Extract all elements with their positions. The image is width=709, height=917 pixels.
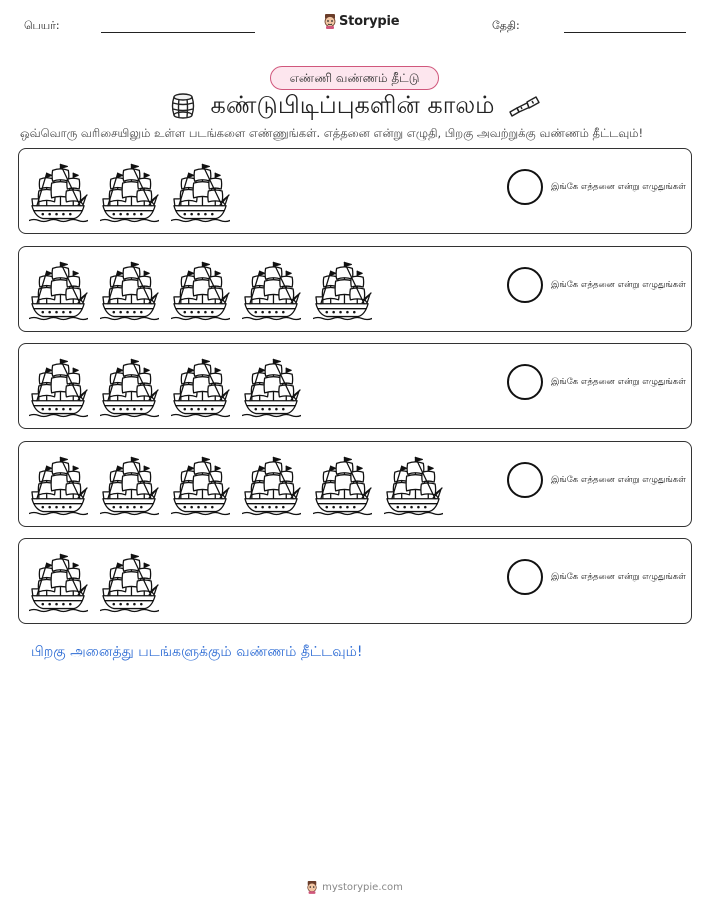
- instructions-text: ஒவ்வொரு வரிசையிலும் உள்ள படங்களை எண்ணுங்கள். எத்தனை என்று எழுதி, பிறகு அவற்றுக்கு வண்ணம் தீட்டவும்!: [20, 126, 644, 140]
- ship-icon: [29, 551, 88, 613]
- ship-icon: [29, 259, 88, 321]
- ship-icon: [100, 161, 159, 223]
- barrel-icon: [169, 92, 197, 120]
- ship-group: [29, 255, 372, 325]
- name-field-line[interactable]: [101, 32, 255, 33]
- answer-hint: இங்கே எத்தனை என்று எழுதுங்கள்: [551, 279, 686, 290]
- ship-group: [29, 352, 301, 422]
- ship-icon: [242, 356, 301, 418]
- ship-icon: [171, 161, 230, 223]
- date-field-line[interactable]: [564, 32, 686, 33]
- ship-icon: [313, 259, 372, 321]
- storypie-mascot-icon: [323, 13, 337, 29]
- answer-hint: இங்கே எத்தனை என்று எழுதுங்கள்: [551, 377, 686, 387]
- storypie-mascot-icon: [306, 880, 318, 894]
- worksheet-header: [0, 0, 709, 50]
- ship-icon: [100, 259, 159, 321]
- ship-icon: [29, 161, 88, 223]
- ship-group: [29, 450, 443, 520]
- ship-icon: [29, 454, 88, 516]
- answer-hint: இங்கே எத்தனை என்று எழுதுங்கள்: [551, 182, 686, 192]
- ship-icon: [100, 454, 159, 516]
- ship-group: [29, 547, 159, 617]
- ship-icon: [171, 454, 230, 516]
- ship-icon: [100, 356, 159, 418]
- answer-circle[interactable]: [507, 462, 543, 498]
- ship-icon: [100, 551, 159, 613]
- answer-circle[interactable]: [507, 267, 543, 303]
- ship-icon: [384, 454, 443, 516]
- counting-row-4: [18, 441, 692, 527]
- counting-row-2: [18, 246, 692, 332]
- date-label: தேதி:: [492, 19, 520, 32]
- ship-icon: [313, 454, 372, 516]
- counting-row-1: [18, 148, 692, 234]
- counting-row-5: [18, 538, 692, 624]
- name-label: பெயர்:: [24, 19, 60, 32]
- ship-icon: [171, 356, 230, 418]
- answer-circle[interactable]: [507, 364, 543, 400]
- answer-hint: இங்கே எத்தனை என்று எழுதுங்கள்: [551, 474, 686, 485]
- ship-icon: [242, 454, 301, 516]
- ship-icon: [171, 259, 230, 321]
- ship-group: [29, 157, 230, 227]
- footer: [0, 880, 709, 894]
- ship-icon: [242, 259, 301, 321]
- answer-hint: இங்கே எத்தனை என்று எழுதுங்கள்: [551, 572, 686, 582]
- activity-badge: எண்ணி வண்ணம் தீட்டு: [270, 66, 439, 90]
- footer-url: mystorypie.com: [322, 881, 403, 893]
- ship-icon: [29, 356, 88, 418]
- footer-note: பிறகு அனைத்து படங்களுக்கும் வண்ணம் தீட்டவும்!: [31, 644, 363, 660]
- answer-circle[interactable]: [507, 559, 543, 595]
- page-title: கண்டுபிடிப்புகளின் காலம்: [210, 90, 495, 119]
- counting-row-3: [18, 343, 692, 429]
- title-row: [0, 90, 709, 122]
- storypie-logo: [323, 13, 399, 29]
- answer-circle[interactable]: [507, 169, 543, 205]
- telescope-icon: [508, 95, 540, 117]
- logo-text: Storypie: [339, 13, 400, 29]
